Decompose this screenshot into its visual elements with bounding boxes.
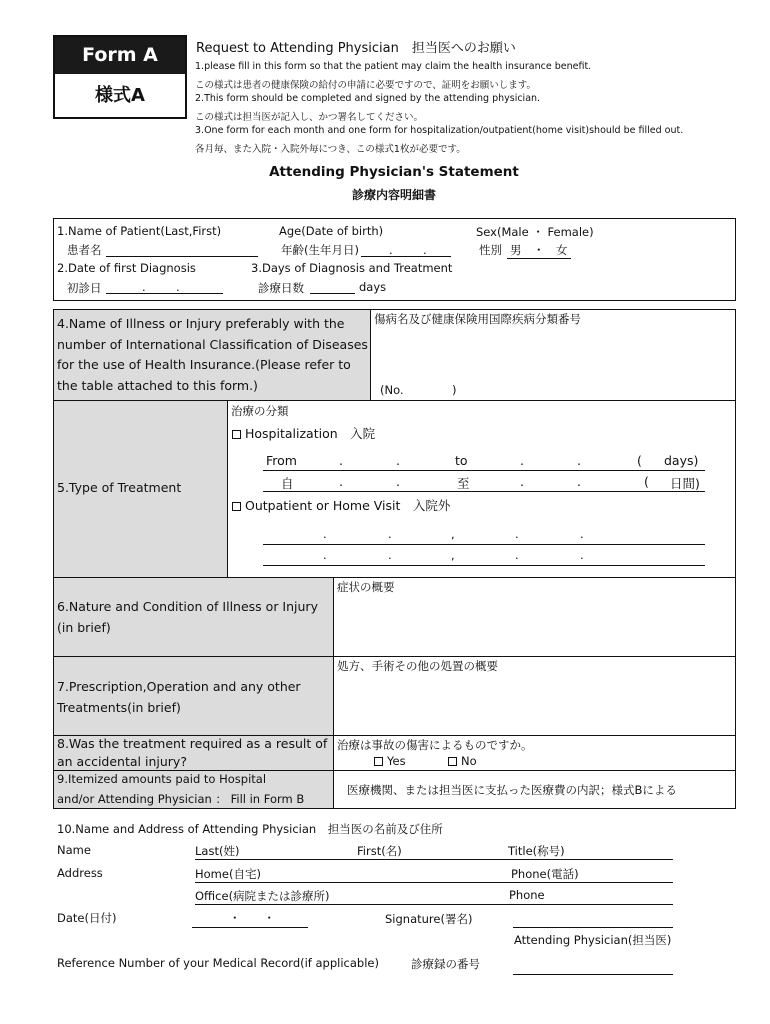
days-label-jp: 診療日数 <box>258 281 304 295</box>
divider <box>333 578 334 808</box>
first-diagnosis-label: 2.Date of first Diagnosis <box>57 261 196 275</box>
reference-label: Reference Number of your Medical Record(if applicable) <box>57 956 379 970</box>
outpatient-dot-6: . <box>388 548 392 562</box>
form-label-box <box>53 35 187 119</box>
itemized-label-line1: 9.Itemized amounts paid to Hospital <box>57 772 267 786</box>
statement-title-jp: 診療内容明細書 <box>351 188 436 202</box>
nature-label-jp: 症状の概要 <box>337 580 395 594</box>
last-name-label: Last(姓) <box>195 844 240 858</box>
from-dot-2: . <box>396 453 400 468</box>
attending-physician-label: Attending Physician(担当医) <box>514 933 672 947</box>
reference-label-jp: 診療録の番号 <box>411 957 480 971</box>
itemized-value-jp: 医療機関、または担当医に支払った医療費の内訳；様式Bによる <box>347 783 677 797</box>
outpatient-option[interactable] <box>232 496 450 514</box>
note-1-en: 1.please fill in this form so that the patient may claim the health insurance benefit. <box>195 61 592 72</box>
outpatient-dates-line-1[interactable] <box>263 544 705 545</box>
physician-section-label: 10.Name and Address of Attending Physician 担当医の名前及び住所 <box>57 822 443 836</box>
patient-name-label: 1.Name of Patient(Last,First) <box>57 224 222 238</box>
note-2-jp: この様式は担当医が記入し、かつ署名してください。 <box>195 112 424 123</box>
outpatient-checkbox[interactable] <box>232 502 241 511</box>
title-label: Title(称号) <box>508 844 565 858</box>
birth-date-dot-1: . <box>389 243 393 257</box>
date-label: Date(日付) <box>57 911 117 925</box>
accident-yes-option[interactable] <box>374 754 406 768</box>
from-label-jp: 自 <box>281 476 294 491</box>
date-line[interactable] <box>192 927 308 928</box>
treatment-label: 5.Type of Treatment <box>57 480 182 495</box>
hospitalization-option[interactable] <box>232 424 375 442</box>
birth-date-field[interactable] <box>361 256 451 257</box>
note-2-en: 2.This form should be completed and signed by the attending physician. <box>195 93 541 104</box>
patient-name-field[interactable] <box>106 256 258 257</box>
accident-no-label: No <box>461 754 477 768</box>
accident-yes-checkbox[interactable] <box>374 757 383 766</box>
signature-line[interactable] <box>513 927 673 928</box>
form-label-jp: 様式A <box>95 85 145 106</box>
reference-number-line[interactable] <box>513 974 673 975</box>
days-open-paren-jp: ( <box>644 474 649 489</box>
note-3-jp: 各月毎、また入院・入院外毎につき、この様式1枚が必要です。 <box>195 144 466 155</box>
divider <box>370 310 371 400</box>
accident-no-checkbox[interactable] <box>448 757 457 766</box>
name-label: Name <box>57 843 91 857</box>
days-open-paren: ( <box>637 453 642 468</box>
first-diagnosis-field[interactable] <box>106 293 223 294</box>
outpatient-label: Outpatient or Home Visit 入院外 <box>245 498 451 513</box>
days-field[interactable] <box>310 293 355 294</box>
accident-no-option[interactable] <box>448 754 477 768</box>
to-dot-1: . <box>520 453 524 468</box>
outpatient-dot-5: . <box>323 548 327 562</box>
age-label: Age(Date of birth) <box>279 224 384 238</box>
illness-label: 4.Name of Illness or Injury preferably with the number of International Classification of Diseases for the use of Health Insurance.(Please refer to the table attached to this form.) <box>57 316 368 393</box>
home-label: Home(自宅) <box>195 867 261 881</box>
icd-number-label: (No. <box>380 383 404 397</box>
to-jp-dot-2: . <box>577 474 581 489</box>
first-name-label: First(名) <box>357 844 402 858</box>
age-label-jp: 年齢(生年月日) <box>281 243 359 257</box>
accident-label-jp: 治療は事故の傷害によるものですか。 <box>337 738 533 752</box>
signature-label: Signature(署名) <box>385 912 473 926</box>
from-jp-dot-1: . <box>339 474 343 489</box>
outpatient-dot-4: . <box>580 527 584 541</box>
outpatient-dot-1: . <box>323 527 327 541</box>
outpatient-dot-2: . <box>388 527 392 541</box>
hospitalization-checkbox[interactable] <box>232 430 241 439</box>
to-jp-dot-1: . <box>520 474 524 489</box>
outpatient-comma-2: , <box>451 548 455 562</box>
to-label: to <box>455 453 468 468</box>
note-1-jp: この様式は患者の健康保険の給付の申請に必要ですので、証明をお願いします。 <box>195 80 537 91</box>
divider <box>227 401 228 577</box>
treatment-category-jp: 治療の分類 <box>231 404 289 418</box>
outpatient-dot-7: . <box>515 548 519 562</box>
icd-number-close: ) <box>452 383 457 397</box>
request-title: Request to Attending Physician 担当医へのお願い <box>196 41 516 56</box>
sex-label-jp: 性別 <box>479 243 502 257</box>
illness-label-jp: 傷病名及び健康保険用国際疾病分類番号 <box>374 312 581 326</box>
days-label: 3.Days of Diagnosis and Treatment <box>251 261 453 275</box>
prescription-label-jp: 処方、手術その他の処置の概要 <box>337 659 498 673</box>
form-label-en: Form A <box>55 37 185 74</box>
home-address-line[interactable] <box>195 882 673 883</box>
outpatient-dot-3: . <box>515 527 519 541</box>
hospitalization-period-line-en[interactable] <box>263 470 705 471</box>
note-3-en: 3.One form for each month and one form for hospitalization/outpatient(home visit)should be filled out. <box>195 125 684 136</box>
from-dot-1: . <box>339 453 343 468</box>
first-diagnosis-dot-2: . <box>176 280 180 294</box>
address-label: Address <box>57 866 103 880</box>
statement-title: Attending Physician's Statement <box>269 164 519 180</box>
days-label-jp: 日間) <box>670 476 700 491</box>
first-diagnosis-label-jp: 初診日 <box>67 281 102 295</box>
first-diagnosis-dot-1: . <box>142 280 146 294</box>
accident-label: 8.Was the treatment required as a result of an accidental injury? <box>57 736 328 769</box>
accident-yes-label: Yes <box>387 754 406 768</box>
to-dot-2: . <box>577 453 581 468</box>
to-label-jp: 至 <box>457 476 470 491</box>
itemized-label-line2: and/or Attending Physician ： Fill in Form B <box>57 792 305 806</box>
hospitalization-label: Hospitalization 入院 <box>245 426 376 441</box>
outpatient-dot-8: . <box>580 548 584 562</box>
from-label: From <box>266 453 297 468</box>
sex-label: Sex(Male ・ Female) <box>476 225 594 239</box>
home-phone-label: Phone(電話) <box>511 867 579 881</box>
birth-date-dot-2: . <box>423 243 427 257</box>
prescription-label: 7.Prescription,Operation and any other Treatments(in brief) <box>57 679 301 715</box>
patient-name-label-jp: 患者名 <box>67 243 102 257</box>
outpatient-dates-line-2[interactable] <box>263 565 705 566</box>
days-label-en: days) <box>664 453 699 468</box>
physician-name-line[interactable] <box>195 859 673 860</box>
outpatient-comma-1: , <box>451 527 455 541</box>
office-label: Office(病院または診療所) <box>195 889 330 903</box>
days-unit: days <box>359 280 387 294</box>
office-phone-label: Phone <box>509 888 545 902</box>
date-separators: ・ ・ <box>229 911 275 925</box>
from-jp-dot-2: . <box>396 474 400 489</box>
hospitalization-period-line-jp[interactable] <box>263 491 705 492</box>
sex-options[interactable]: 男 ・ 女 <box>507 242 571 259</box>
office-address-line[interactable] <box>195 904 673 905</box>
nature-label: 6.Nature and Condition of Illness or Injury (in brief) <box>57 599 318 635</box>
